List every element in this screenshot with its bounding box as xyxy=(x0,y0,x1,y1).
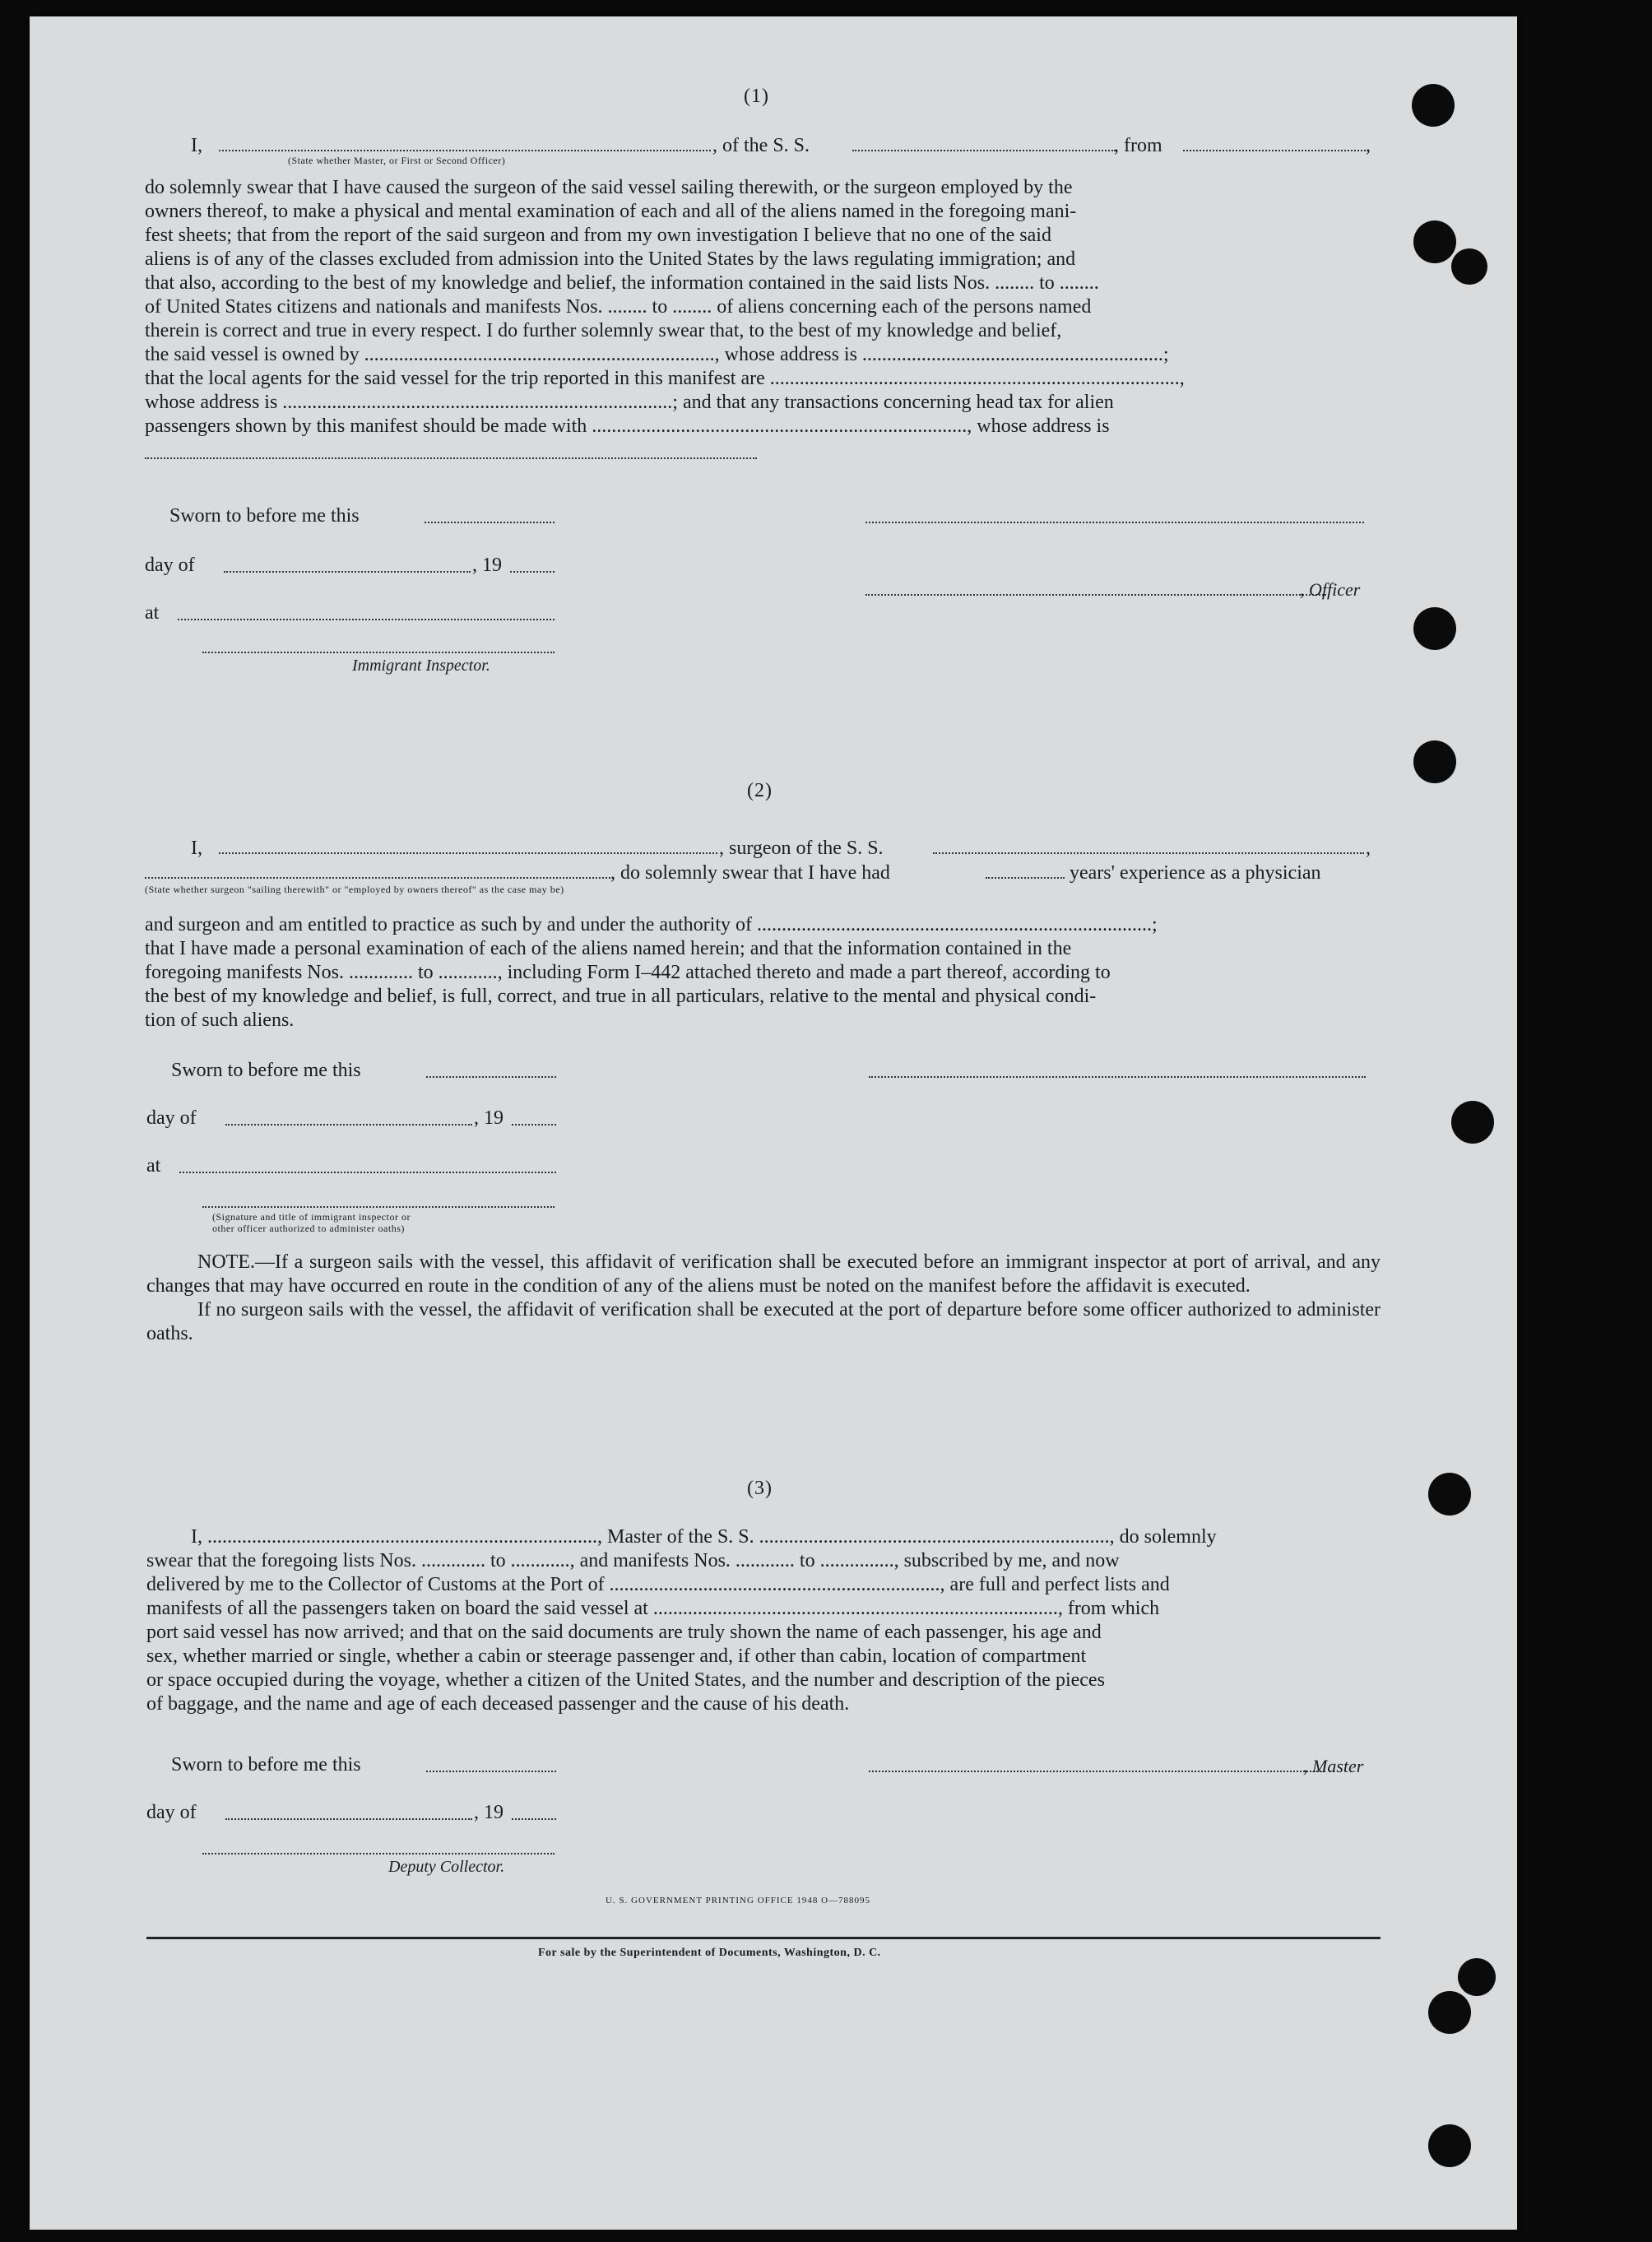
punch-hole xyxy=(1413,740,1456,783)
punch-hole xyxy=(1413,607,1456,650)
sworn-date-blank xyxy=(425,522,555,523)
sworn-date-blank xyxy=(426,1076,556,1078)
year-blank xyxy=(510,571,555,573)
rank-blank xyxy=(219,150,711,151)
punch-hole xyxy=(1428,1991,1471,2034)
footer-text: For sale by the Superintendent of Documents, Washington, D. C. xyxy=(538,1947,881,1959)
section1-oath-text xyxy=(145,176,1379,439)
surgeon-name-blank xyxy=(219,852,717,854)
document-page xyxy=(30,16,1517,2230)
text-line: the said vessel is owned by ......................................................................., whose address is .............................................................; xyxy=(145,344,1169,365)
officer-signature-blank xyxy=(865,594,1326,596)
year-blank xyxy=(512,1818,556,1820)
text-line: that the local agents for the said vessel for the trip reported in this manifest are ..................................................................................., xyxy=(145,368,1185,389)
text-line: foregoing manifests Nos. ............. to ............, including Form I–442 attached thereto and made a part thereof, according to xyxy=(145,962,1111,983)
punch-hole xyxy=(1413,220,1456,263)
surgeon-type-blank xyxy=(145,877,610,879)
years-experience-label: years' experience as a physician xyxy=(1070,862,1321,884)
day-of-label: day of xyxy=(145,555,195,576)
year-label: , 19 xyxy=(474,1107,503,1129)
text-line: delivered by me to the Collector of Customs at the Port of ..................................................................., are full and perfect lists and xyxy=(146,1574,1170,1595)
line-end-comma: , xyxy=(1366,838,1371,859)
text-line: tion of such aliens. xyxy=(145,1010,295,1031)
text-line: owners thereof, to make a physical and mental examination of each and all of the aliens named in the foregoing mani- xyxy=(145,201,1077,222)
at-label: at xyxy=(146,1155,161,1177)
punch-hole xyxy=(1451,248,1487,285)
surgeon-type-caption: (State whether surgeon "sailing therewith" or "employed by owners thereof" as the case may be) xyxy=(145,884,564,895)
section2-oath-text xyxy=(145,913,1379,1033)
text-line: that I have made a personal examination of each of the aliens named herein; and that the information contained in the xyxy=(145,938,1072,959)
sworn-date-blank xyxy=(426,1771,556,1772)
day-month-blank xyxy=(225,1818,472,1820)
printing-office-imprint: U. S. GOVERNMENT PRINTING OFFICE 1948 O—788095 xyxy=(606,1896,871,1905)
at-label: at xyxy=(145,602,160,624)
section1-i-label: I, xyxy=(191,135,202,156)
day-of-label: day of xyxy=(146,1107,197,1129)
text-line: manifests of all the passengers taken on board the said vessel at .................................................................................., from which xyxy=(146,1598,1160,1619)
collector-signature-blank xyxy=(202,1853,555,1854)
inspector-label: Immigrant Inspector. xyxy=(352,657,490,675)
officer-signature-top-blank xyxy=(865,522,1364,523)
text-line: sex, whether married or single, whether a cabin or steerage passenger and, if other than cabin, location of compartment xyxy=(146,1646,1087,1667)
rank-caption: (State whether Master, or First or Second Officer) xyxy=(288,155,506,166)
from-port-blank xyxy=(1183,150,1366,151)
ss-label: , of the S. S. xyxy=(712,135,810,156)
officer-label: , Officer xyxy=(1300,579,1361,600)
section-number: (2) xyxy=(747,780,773,801)
punch-hole xyxy=(1458,1958,1496,1996)
address-continuation-blank xyxy=(145,457,757,459)
day-of-label: day of xyxy=(146,1802,197,1823)
signature-caption: other officer authorized to administer oaths) xyxy=(212,1223,405,1234)
day-month-blank xyxy=(224,571,471,573)
text-line: therein is correct and true in every respect. I do further solemnly swear that, to the best of my knowledge and belief, xyxy=(145,320,1062,341)
section-number: (3) xyxy=(747,1478,773,1499)
year-blank xyxy=(512,1124,556,1126)
text-line: and surgeon and am entitled to practice as such by and under the authority of ................................................................................; xyxy=(145,914,1158,935)
ship-name-blank xyxy=(852,150,1116,151)
section2-i-label: I, xyxy=(191,838,202,859)
text-line: of United States citizens and nationals and manifests Nos. ........ to ........ of aliens concerning each of the persons named xyxy=(145,296,1092,318)
at-place-blank xyxy=(179,1172,556,1173)
text-line: passengers shown by this manifest should be made with ............................................................................, whose address is xyxy=(145,415,1110,437)
at-place-blank xyxy=(178,619,555,620)
year-label: , 19 xyxy=(472,555,502,576)
sworn-label: Sworn to before me this xyxy=(171,1060,361,1081)
punch-hole xyxy=(1428,1473,1471,1516)
text-line: port said vessel has now arrived; and that on the said documents are truly shown the name of each passenger, his age and xyxy=(146,1622,1102,1643)
text-line: I, ..............................................................................., Master of the S. S. ......................................................................., do solemnly xyxy=(191,1526,1217,1548)
years-swear-label: , do solemnly swear that I have had xyxy=(610,862,890,884)
collector-label: Deputy Collector. xyxy=(388,1858,505,1876)
note-paragraph: If no surgeon sails with the vessel, the affidavit of verification shall be executed at the port of departure before some officer authorized to administer oaths. xyxy=(146,1299,1381,1344)
note-text xyxy=(146,1251,1381,1346)
text-line: of baggage, and the name and age of each deceased passenger and the cause of his death. xyxy=(146,1693,850,1715)
master-label: , Master xyxy=(1303,1756,1364,1776)
section1-line1 xyxy=(191,133,202,158)
text-line: whose address is ...............................................................................; and that any transactions concerning head tax for alien xyxy=(145,392,1114,413)
footer-divider xyxy=(146,1937,1381,1939)
sworn-label: Sworn to before me this xyxy=(171,1754,361,1775)
text-line: fest sheets; that from the report of the said surgeon and from my own investigation I believe that no one of the said xyxy=(145,225,1051,246)
surgeon-ss-label: , surgeon of the S. S. xyxy=(719,838,884,859)
section3-oath-text xyxy=(146,1525,1381,1716)
inspector-signature-blank xyxy=(202,652,555,653)
signature-caption: (Signature and title of immigrant inspector or xyxy=(212,1211,411,1223)
text-line: swear that the foregoing lists Nos. ............. to ............, and manifests Nos. ............ to ..............., subscribed by me, and now xyxy=(146,1550,1120,1571)
section-number: (1) xyxy=(744,86,769,107)
text-line: do solemnly swear that I have caused the surgeon of the said vessel sailing therewith, or the surgeon employed by the xyxy=(145,177,1073,198)
surgeon-signature-blank xyxy=(869,1076,1366,1078)
text-line: aliens is of any of the classes excluded from admission into the United States by the laws regulating immigration; and xyxy=(145,248,1076,270)
master-signature-blank xyxy=(869,1771,1321,1772)
day-month-blank xyxy=(225,1124,472,1126)
text-line: the best of my knowledge and belief, is full, correct, and true in all particulars, relative to the mental and physical condi- xyxy=(145,986,1097,1007)
from-label: , from xyxy=(1114,135,1162,156)
years-blank xyxy=(986,877,1065,879)
sworn-label: Sworn to before me this xyxy=(169,505,360,527)
punch-hole xyxy=(1412,84,1455,127)
note-paragraph: NOTE.—If a surgeon sails with the vessel, this affidavit of verification shall be executed before an immigrant inspector at port of arrival, and any changes that may have occurred en route in the condition of any of the aliens must be noted on the manifest before the affidavit is executed. xyxy=(146,1251,1381,1297)
oath-officer-signature-blank xyxy=(202,1206,555,1208)
line-end-comma: , xyxy=(1366,135,1371,156)
punch-hole xyxy=(1428,2124,1471,2167)
surgeon-ship-blank xyxy=(933,852,1364,854)
punch-hole xyxy=(1451,1101,1494,1144)
text-line: that also, according to the best of my knowledge and belief, the information contained in the said lists Nos. ........ to ........ xyxy=(145,272,1099,294)
text-line: or space occupied during the voyage, whether a citizen of the United States, and the number and description of the pieces xyxy=(146,1669,1105,1691)
year-label: , 19 xyxy=(474,1802,503,1823)
